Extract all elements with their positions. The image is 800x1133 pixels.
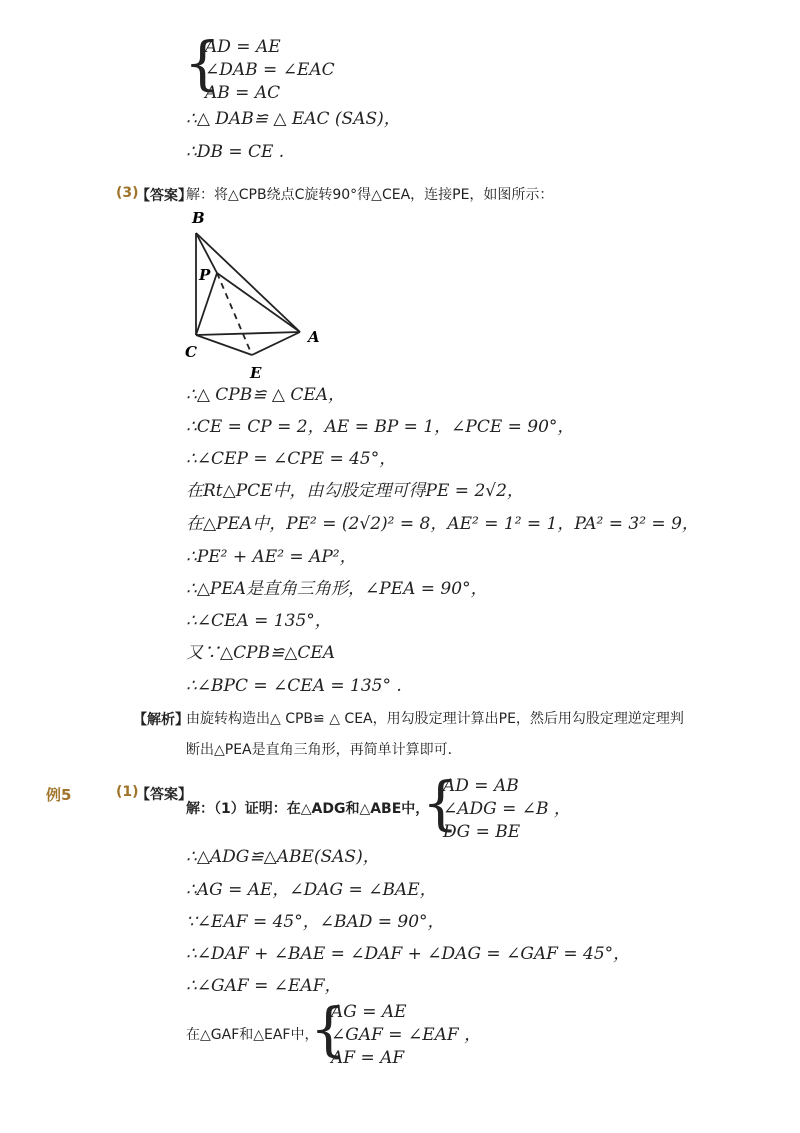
step-line: ∵∠EAF = 45°，∠BAD = 90°， — [186, 912, 445, 932]
step-line: ∴PE² + AE² = AP²， — [186, 547, 357, 567]
system-line: ∠DAB = ∠EAC — [205, 60, 335, 80]
step-line: ∴∠DAF + ∠BAE = ∠DAF + ∠DAG = ∠GAF = 45°， — [186, 944, 631, 964]
left-brace: { — [184, 29, 221, 97]
step-line: ∴AG = AE，∠DAG = ∠BAE， — [186, 880, 437, 900]
congruence-line: ∴△ DAB≌ △ EAC (SAS)， — [186, 109, 401, 129]
geometry-figure — [180, 206, 330, 381]
label-c: C — [185, 343, 197, 361]
analysis-tag: 【解析】 — [133, 712, 189, 728]
analysis-line-1: 由旋转构造出△ CPB≌ △ CEA，用勾股定理计算出PE，然后用勾股定理逆定理判 — [186, 711, 684, 727]
system-line: ∠ADG = ∠B ， — [443, 799, 571, 819]
system-line: AF = AF — [331, 1048, 405, 1068]
conclusion-line: ∴DB = CE . — [186, 142, 285, 162]
step-line: ∴CE = CP = 2，AE = BP = 1，∠PCE = 90°， — [186, 417, 575, 437]
step-line: ∴∠CEA = 135°， — [186, 611, 332, 631]
left-brace: { — [422, 769, 459, 837]
segment-ce — [196, 335, 252, 355]
step-line: 在△PEA中，PE² = (2√2)² = 8，AE² = 1² = 1，PA² = 3² = 9， — [186, 514, 699, 534]
equation-system — [443, 775, 571, 844]
label-a: A — [308, 328, 320, 346]
system-line: ∠GAF = ∠EAF ， — [331, 1025, 482, 1045]
label-b: B — [192, 209, 205, 227]
equation-system — [205, 36, 335, 105]
system-line: AD = AB — [443, 776, 519, 796]
segment-pa — [217, 273, 300, 332]
step-line: ∴∠BPC = ∠CEA = 135° . — [186, 676, 402, 696]
segment-ea — [252, 332, 300, 355]
step-line: ∴∠CEP = ∠CPE = 45°， — [186, 449, 397, 469]
proof-intro-2: 在△GAF和△EAF中， — [186, 1027, 319, 1043]
segment-ca — [196, 332, 300, 335]
step-line: ∴△ CPB≌ △ CEA， — [186, 385, 346, 405]
system-line: DG = BE — [443, 822, 521, 842]
step-line: ∴△PEA是直角三角形，∠PEA = 90°， — [186, 579, 488, 599]
left-brace: { — [310, 995, 347, 1063]
equation-system — [331, 1001, 481, 1070]
solution-intro: 解：将△CPB绕点C旋转90°得△CEA，连接PE，如图所示： — [186, 187, 554, 203]
step-line: 在Rt△PCE中，由勾股定理可得PE = 2√2， — [186, 481, 524, 501]
example-label: 例5 — [46, 786, 72, 804]
segment-ba — [196, 233, 300, 332]
system-line: AB = AC — [205, 83, 281, 103]
part-number: (1) — [116, 784, 139, 800]
answer-tag: 【答案】 — [136, 188, 192, 204]
proof-intro: 解：（1）证明：在△ADG和△ABE中， — [186, 801, 430, 817]
analysis-line-2: 断出△PEA是直角三角形，再简单计算即可． — [186, 742, 462, 758]
answer-tag: 【答案】 — [136, 787, 192, 803]
part-number: (3) — [116, 185, 139, 201]
label-e: E — [250, 364, 262, 381]
label-p: P — [199, 266, 211, 284]
system-line: AG = AE — [331, 1002, 407, 1022]
system-line: AD = AE — [205, 37, 281, 57]
step-line: ∴∠GAF = ∠EAF， — [186, 976, 342, 996]
step-line: ∴△ADG≌△ABE(SAS)， — [186, 847, 380, 867]
step-line: 又∵△CPB≌△CEA — [186, 643, 336, 663]
